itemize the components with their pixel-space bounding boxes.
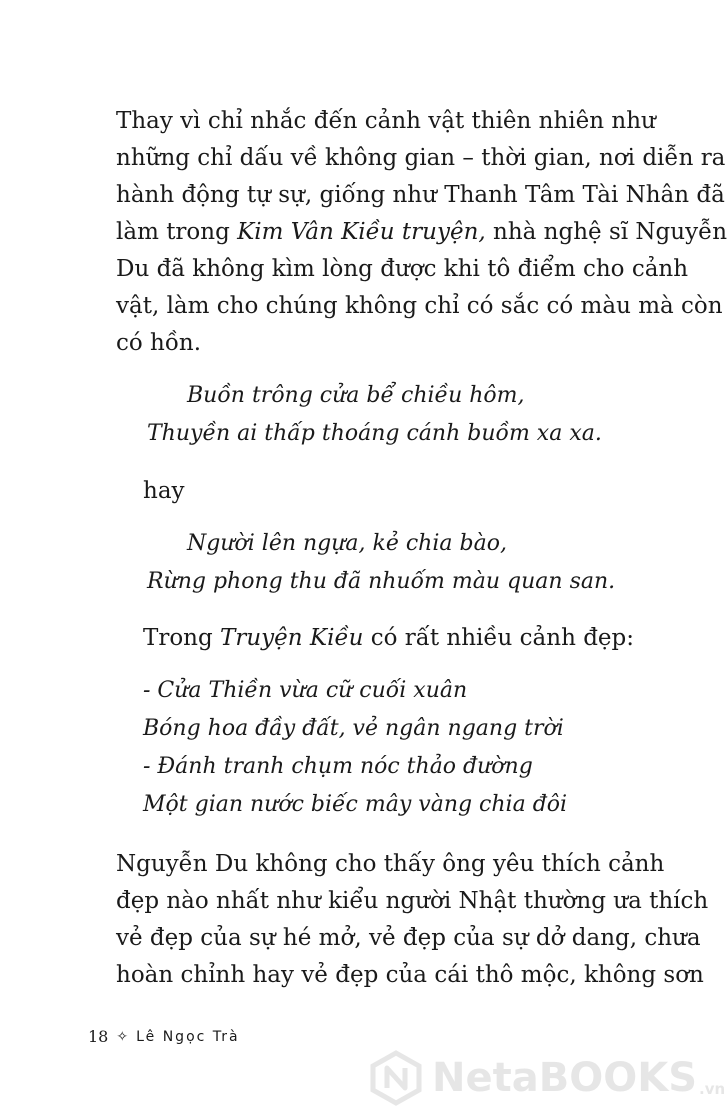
intro-sentence [143, 620, 634, 657]
verse-line: Buồn trông cửa bể chiều hôm, [187, 383, 525, 408]
book-title: Truyện Kiều [220, 625, 364, 651]
text-line: vật, làm cho chúng không chỉ có sắc có màu mà còn [116, 293, 723, 319]
page-footer [88, 1027, 240, 1046]
text-run: có rất nhiều cảnh đẹp: [363, 625, 635, 651]
verse-3 [143, 672, 567, 824]
netabooks-logo-icon [368, 1050, 424, 1106]
page-number: 18 [88, 1027, 109, 1046]
text-line: Du đã không kìm lòng được khi tô điểm cho cảnh [116, 256, 689, 282]
text-line: đẹp nào nhất như kiểu người Nhật thường ưa thích [116, 888, 709, 914]
paragraph-1 [116, 103, 727, 362]
connector-text: hay [143, 478, 185, 504]
verse-line: - Cửa Thiền vừa cữ cuối xuân [143, 678, 468, 703]
text-line: vẻ đẹp của sự hé mở, vẻ đẹp của sự dở dang, chưa [116, 925, 701, 951]
book-title: Kim Vân Kiều truyện, [237, 219, 486, 245]
verse-1 [147, 377, 602, 453]
text-run: Trong [143, 625, 221, 651]
verse-line: Rừng phong thu đã nhuốm màu quan san. [147, 569, 616, 594]
text-line: những chỉ dấu về không gian – thời gian, nơi diễn ra [116, 145, 726, 171]
verse-line: Người lên ngựa, kẻ chia bào, [187, 531, 507, 556]
text-line: hành động tự sự, giống như Thanh Tâm Tài Nhân đã [116, 182, 725, 208]
text-line: Nguyễn Du không cho thấy ông yêu thích cảnh [116, 851, 665, 877]
author-name: Lê Ngọc Trà [136, 1028, 240, 1045]
text-run: nhà nghệ sĩ Nguyễn [485, 219, 727, 245]
verse-2 [147, 525, 616, 601]
verse-line: Thuyền ai thấp thoáng cánh buồm xa xa. [147, 421, 602, 446]
paragraph-2 [116, 846, 708, 994]
watermark-suffix: .vn [699, 1080, 726, 1098]
text-line: Thay vì chỉ nhắc đến cảnh vật thiên nhiên như [116, 108, 656, 134]
watermark-text: NetaBOOKS [432, 1055, 698, 1101]
text-line [116, 214, 727, 251]
text-line: có hồn. [116, 330, 202, 356]
text-line: hoàn chỉnh hay vẻ đẹp của cái thô mộc, không sơn [116, 962, 704, 988]
verse-line: - Đánh tranh chụm nóc thảo đường [143, 754, 533, 779]
watermark [368, 1050, 725, 1106]
star-icon: ✧ [116, 1028, 129, 1045]
verse-line: Một gian nước biếc mây vàng chia đôi [143, 792, 568, 817]
verse-line: Bóng hoa đầy đất, vẻ ngân ngang trời [143, 716, 564, 741]
text-run: làm trong [116, 219, 238, 245]
